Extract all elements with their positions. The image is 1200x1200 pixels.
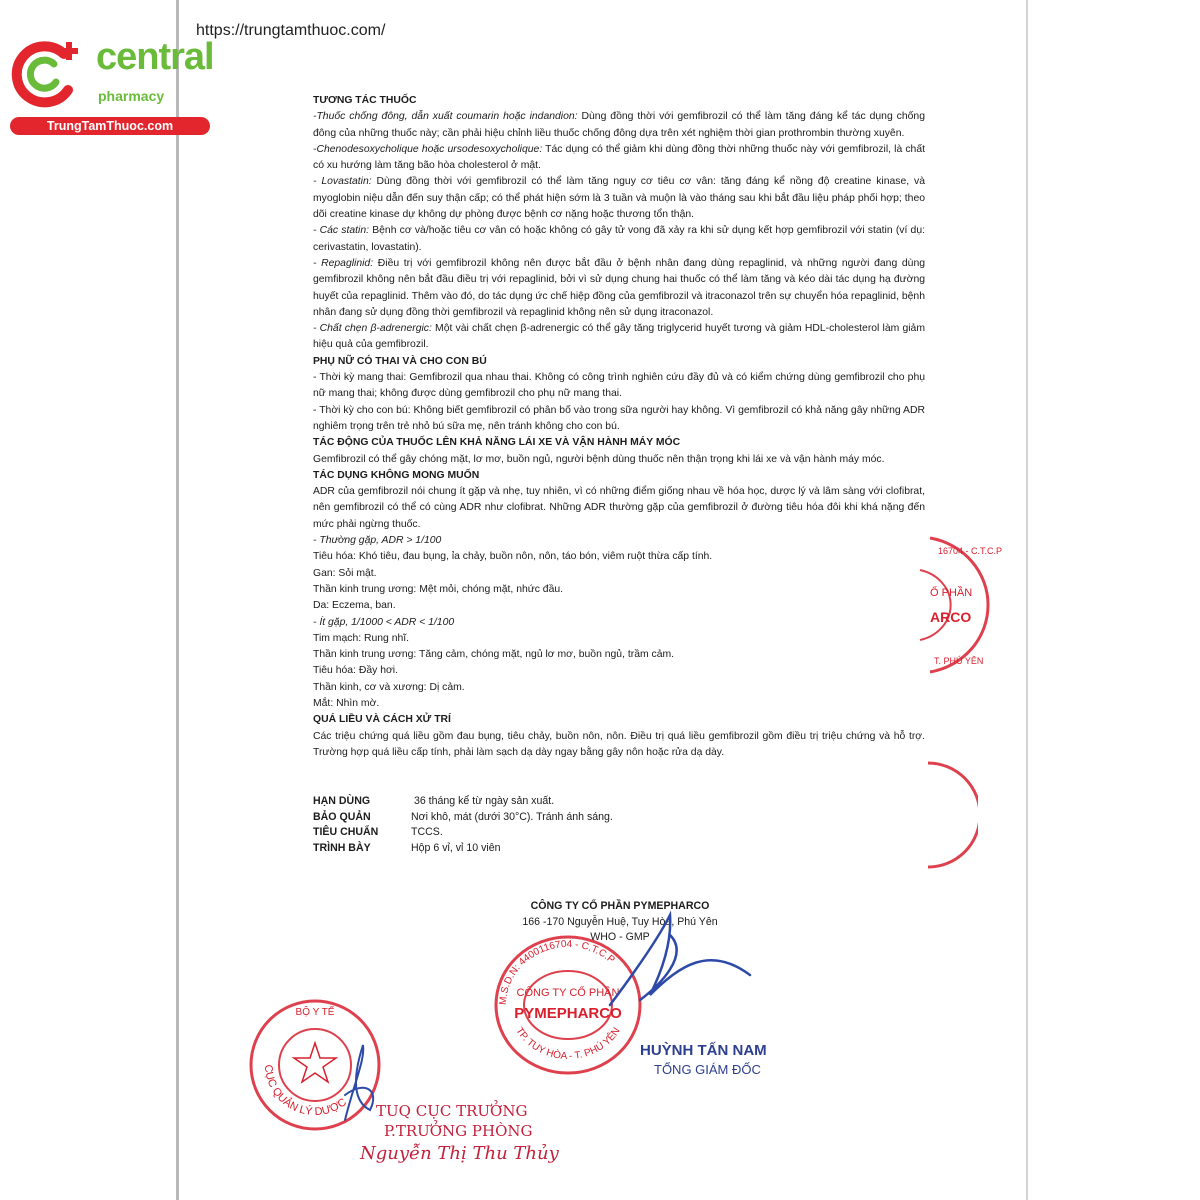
company-cert: WHO - GMP xyxy=(590,931,650,943)
handwritten-signer: Nguyễn Thị Thu Thủy xyxy=(360,1143,559,1164)
meta-key: TIÊU CHUẨN xyxy=(313,826,379,838)
side-stamp-icon xyxy=(900,530,1010,680)
handwritten-line-1: TUQ CỤC TRƯỞNG xyxy=(376,1102,528,1120)
logo-c-mark-icon xyxy=(10,38,90,108)
side-stamp-text-4: T. PHÚ YÊN xyxy=(934,656,984,666)
meta-value: 36 tháng kể từ ngày sản xuất. xyxy=(411,795,555,807)
logo-wordmark: central xyxy=(96,36,214,78)
side-stamp-text-3: ARCO xyxy=(930,609,972,625)
ministry-top-text: BỘ Y TẾ xyxy=(295,1007,335,1018)
scan-edge-right xyxy=(1026,0,1028,1200)
paragraph-text: Tác dụng có thể giảm khi dùng đồng thời những thuốc này với gemfibrozil, là chất có xu hướng làm tăng bão hòa cholesterol ở mật. xyxy=(313,143,925,172)
side-stamp-text-2: Ổ PHẦN xyxy=(930,587,973,599)
paragraph: Gan: Sỏi mật. xyxy=(313,567,377,579)
paragraph-lead: - Các statin: xyxy=(313,225,370,237)
paragraph-lead: -Thuốc chống đông, dẫn xuất coumarin hoặc indandion: xyxy=(313,111,578,123)
meta-key: TRÌNH BÀY xyxy=(313,841,371,854)
director-signature-icon xyxy=(600,905,760,1035)
paragraph: - Thời kỳ cho con bú: Không biết gemfibrozil có phân bố vào trong sữa người hay không. Vì gemfibrozil có khả năng gây những ADR nghiêm trọng trên trẻ nhỏ bú sữa mẹ, nên tránh không cho con bú. xyxy=(313,404,925,432)
meta-value: TCCS. xyxy=(411,826,443,838)
company-address: 166 -170 Nguyễn Huệ, Tuy Hòa, Phú Yên xyxy=(522,915,718,928)
meta-value: Nơi khô, mát (dưới 30°C). Tránh ánh sáng. xyxy=(411,810,613,823)
meta-row xyxy=(313,794,613,810)
section-heading: TÁC ĐỘNG CỦA THUỐC LÊN KHẢ NĂNG LÁI XE VÀ VẬN HÀNH MÁY MÓC xyxy=(313,437,681,449)
paragraph: - Thời kỳ mang thai: Gemfibrozil qua nhau thai. Không có công trình nghiên cứu đầy đủ và có kiểm chứng dùng gemfibrozil cho phụ nữ mang thai; không được dùng gemfibrozil cho phụ nữ mang thai. xyxy=(313,372,925,400)
handwritten-line-2: P.TRƯỞNG PHÒNG xyxy=(384,1122,533,1140)
meta-row xyxy=(313,841,613,857)
stamp-bottom-text: TP. TUY HÒA - T. PHÚ YÊN xyxy=(513,1025,623,1063)
stamp-inner-text: CÔNG TY CỔ PHẦN xyxy=(516,987,620,999)
paragraph-text: Dùng đồng thời với gemfibrozil có thể làm tăng nguy cơ tiêu cơ vân: tăng đáng kể nồng độ creatine kinase, và myoglobin niệu dẫn đến suy thận cấp; có thể phát hiện sớm là 3 tuần và muộn là vào tháng sau khi bắt đầu liệu pháp phối hợp; theo dõi creatine kinase dự không dự phòng được bệnh cơ nặng hoặc thương tổn thận. xyxy=(313,176,925,221)
interaction-paragraph xyxy=(313,142,925,175)
logo-subtitle: pharmacy xyxy=(98,88,165,104)
paragraph: Da: Eczema, ban. xyxy=(313,600,396,612)
scan-edge-left xyxy=(176,0,179,1200)
meta-row xyxy=(313,810,613,826)
interaction-paragraph xyxy=(313,223,925,256)
paragraph-text: Bệnh cơ và/hoặc tiêu cơ vân có hoặc không có gây tử vong đã xảy ra khi sử dụng kết hợp gemfibrozil với statin (ví dụ: cerivastatin, lovastatin). xyxy=(313,225,925,253)
paragraph: Tim mạch: Rung nhĩ. xyxy=(313,632,410,644)
paragraph: Tiêu hóa: Khó tiêu, đau bụng, ỉa chảy, buồn nôn, nôn, táo bón, viêm ruột thừa cấp tính. xyxy=(313,551,713,563)
section-heading: TƯƠNG TÁC THUỐC xyxy=(313,95,417,106)
brand-logo[interactable] xyxy=(10,38,215,138)
paragraph-text: Một vài chất chẹn β-adrenergic có thể gây tăng triglycerid huyết tương và giảm HDL-cholesterol làm giảm hiệu quả của gemfibrozil. xyxy=(313,323,925,351)
company-name: CÔNG TY CỔ PHẦN PYMEPHARCO xyxy=(530,900,710,912)
paragraph: ADR của gemfibrozil nói chung ít gặp và nhẹ, tuy nhiên, vì có những điểm giống nhau về hóa học, dược lý và lâm sàng với clofibrat, nên gemfibrozil có thể có cùng ADR như clofibrat. Những ADR thường gặp của gemfibrozil ở đường tiêu hóa đôi khi khá nặng đến mức phải ngừng thuốc. xyxy=(313,486,925,530)
stamp-brand-text: PYMEPHARCO xyxy=(514,1005,622,1022)
meta-value: Hộp 6 vỉ, vỉ 10 viên xyxy=(411,841,501,854)
section-heading: TÁC DỤNG KHÔNG MONG MUỐN xyxy=(313,469,480,481)
frequency-subheading: - Ít gặp, 1/1000 < ADR < 1/100 xyxy=(313,616,455,628)
logo-site-bar: TrungTamThuoc.com xyxy=(10,117,210,135)
meta-row xyxy=(313,825,613,841)
paragraph: Thần kinh trung ương: Tăng cảm, chóng mặt, ngủ lơ mơ, buồn ngủ, trầm cảm. xyxy=(313,649,675,661)
interaction-paragraph xyxy=(313,321,925,354)
meta-key: HẠN DÙNG xyxy=(313,795,371,807)
paragraph: Tiêu hóa: Đầy hơi. xyxy=(313,665,398,677)
paragraph-lead: - Lovastatin: xyxy=(313,176,372,188)
paragraph-text: Điều trị với gemfibrozil không nên được bắt đầu ở bệnh nhân đang dùng repaglinid, và những người đang dùng gemfibrozil không nên bắt đầu điều trị với repaglinid, bởi vì sử dụng chung hai thuốc có thể làm tăng và kéo dài tác dụng hạ đường huyết của repaglinid. Thêm vào đó, do tác dụng ức chế hiệp đồng của gemfibrozil và itraconazol trên sự chuyển hóa repaglinid, bệnh nhân đang sử dụng đồng thời gemfibrozil và repaglinid không nên sử dụng itraconazol. xyxy=(313,257,925,318)
interaction-paragraph xyxy=(313,109,925,142)
paragraph-lead: - Repaglinid: xyxy=(313,257,374,269)
paragraph: Mắt: Nhìn mờ. xyxy=(313,697,380,709)
document-body xyxy=(313,93,925,761)
section-heading: QUÁ LIỀU VÀ CÁCH XỬ TRÍ xyxy=(313,714,451,726)
product-meta xyxy=(313,794,613,856)
stamp-ring-text: M.S.D.N: 4400116704 - C.T.C.P xyxy=(497,938,617,1006)
paragraph: Gemfibrozil có thể gây chóng mặt, lơ mơ, buồn ngủ, người bệnh dùng thuốc nên thận trọng khi lái xe và vận hành máy móc. xyxy=(313,453,885,465)
signer-title: TỔNG GIÁM ĐỐC xyxy=(654,1062,761,1077)
interaction-paragraph xyxy=(313,256,925,321)
section-heading: PHỤ NỮ CÓ THAI VÀ CHO CON BÚ xyxy=(313,355,487,367)
paragraph: Các triệu chứng quá liều gồm đau bụng, tiêu chảy, buồn nôn, nôn. Điều trị quá liều gemfibrozil gồm điều trị triệu chứng và hỗ trợ. Trường hợp quá liều cấp tính, phải làm sạch dạ dày ngay bằng gây nôn hoặc rửa dạ dày. xyxy=(313,730,925,758)
paragraph-lead: - Chất chẹn β-adrenergic: xyxy=(313,323,432,335)
paragraph: Thần kinh, cơ và xương: Dị cảm. xyxy=(313,681,465,693)
interaction-paragraph xyxy=(313,174,925,223)
paragraph-lead: -Chenodesoxycholique hoặc ursodesoxycholique: xyxy=(313,143,543,155)
frequency-subheading: - Thường gặp, ADR > 1/100 xyxy=(313,535,442,547)
signer-name: HUỲNH TẤN NAM xyxy=(640,1042,767,1059)
paragraph: Thần kinh trung ương: Mệt mỏi, chóng mặt, nhức đầu. xyxy=(313,583,564,595)
side-stamp-lower-icon xyxy=(918,755,978,875)
ministry-ring-text: CỤC QUẢN LÝ DƯỢC xyxy=(261,1064,349,1119)
side-stamp-text-1: 16704 - C.T.C.P xyxy=(938,546,1003,556)
paragraph-text: Dùng đồng thời với gemfibrozil có thể làm tăng đáng kể tác dụng chống đông của những thuốc này; cần phải hiệu chỉnh liều thuốc chống đông dựa trên xét nghiệm thời gian prothrombin thường xuyên. xyxy=(313,111,925,139)
source-url[interactable]: https://trungtamthuoc.com/ xyxy=(196,22,386,39)
meta-key: BẢO QUẢN xyxy=(313,810,371,823)
